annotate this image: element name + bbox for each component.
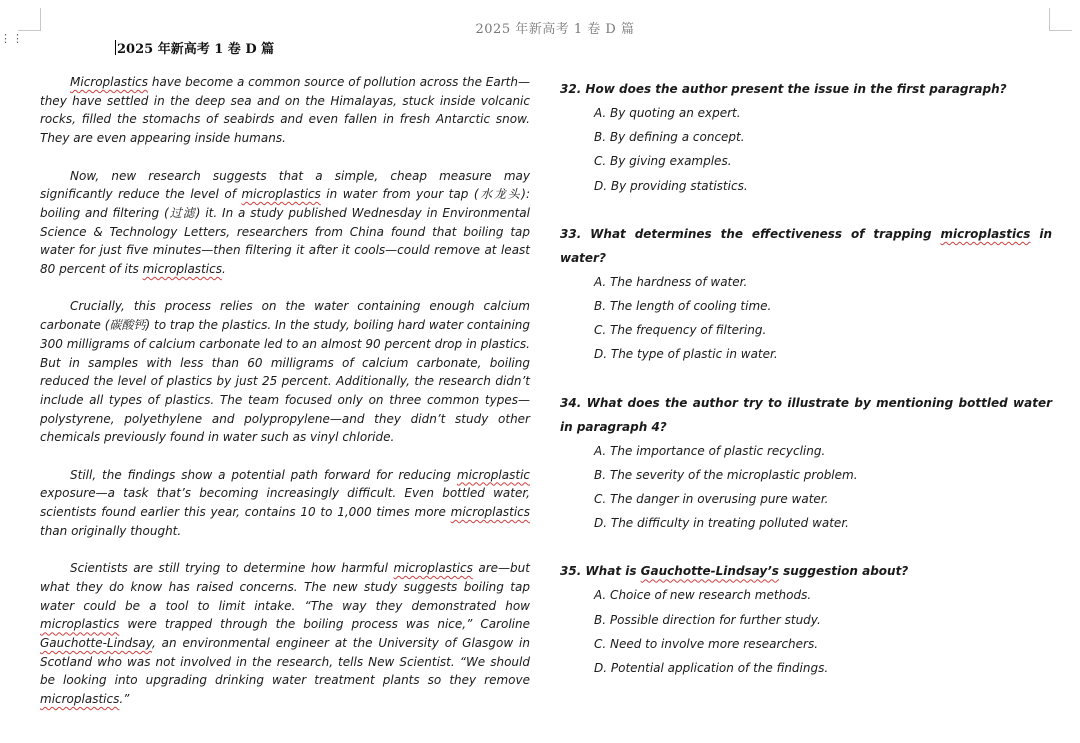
paragraph-text: are—but what they do know has raised concerns. The new study suggests boiling tap water could be a tool to limit intake. “The way they demonstrated how (40, 561, 530, 613)
spellcheck-word[interactable]: Microplastics (70, 75, 149, 89)
paragraph-5 (40, 559, 530, 709)
stem-text: 35. What is (560, 564, 641, 579)
option-a: A. The hardness of water. (594, 274, 748, 289)
paragraph-text: .” (119, 692, 130, 707)
spellcheck-word[interactable]: microplastics (142, 262, 222, 277)
stem-text: in water? (560, 226, 1052, 265)
stem-text: 32. How does the author present the issue in the first paragraph? (560, 82, 1007, 96)
text-cursor (115, 40, 116, 55)
paragraph-1 (40, 73, 530, 148)
option-b: B. The severity of the microplastic problem. (594, 467, 858, 482)
reading-passage (40, 73, 530, 709)
question-stem (560, 222, 1052, 270)
option-d: D. The type of plastic in water. (594, 347, 778, 362)
option-d: D. The difficulty in treating polluted water. (594, 516, 849, 531)
spellcheck-word[interactable]: microplastics (241, 187, 321, 202)
paragraph-text: , an environmental engineer at the University of Glasgow in Scotland who was not involved in the research, tells New Scientist. “We should be looking into upgrading drinking water treatment plants so they remove (40, 636, 530, 688)
option-d: D. By providing statistics. (594, 178, 748, 193)
paragraph-text: exposure—a task that’s becoming increasingly difficult. Even bottled water, scientists found earlier this year, contains 10 to 1,000 times more (40, 486, 530, 520)
question-stem (560, 77, 1052, 101)
paragraph-3 (40, 297, 530, 447)
question-34 (560, 391, 1052, 536)
stem-text: suggestion about? (778, 564, 909, 579)
option-b: B. By defining a concept. (594, 130, 745, 145)
paragraph-text: have become a common source of pollution across the Earth—they have settled in the deep sea and on the Himalayas, stuck inside volcanic rocks, filled the stomachs of seabirds and even fallen in fresh Antarctic snow. They are even appearing inside humans. (40, 75, 530, 146)
stem-text: 34. What does the author try to illustrate by mentioning bottled water in paragraph 4? (560, 395, 1052, 434)
question-stem (560, 391, 1052, 439)
option-b: B. The length of cooling time. (594, 299, 772, 314)
option-a: A. The importance of plastic recycling. (594, 443, 826, 458)
option-c: C. The frequency of filtering. (594, 323, 767, 338)
page-header: 2025 年新高考 1 卷 D 篇 (475, 22, 635, 37)
spellcheck-word[interactable]: microplastics (393, 561, 473, 576)
spellcheck-word[interactable]: microplastics (940, 226, 1031, 241)
option-d: D. Potential application of the findings. (594, 661, 829, 676)
paragraph-text: were trapped through the boiling process was nice,” Caroline (119, 617, 530, 632)
paragraph-text: Still, the findings show a potential path forward for reducing (70, 467, 457, 482)
paragraph-4 (40, 466, 530, 541)
spellcheck-word[interactable]: microplastic (456, 467, 530, 482)
document-title[interactable] (115, 38, 274, 57)
paragraph-text: . (221, 262, 226, 277)
paragraph-2 (40, 167, 530, 279)
question-33 (560, 222, 1052, 367)
spellcheck-word[interactable]: Gauchotte-Lindsay (40, 636, 152, 651)
paragraph-text: Scientists are still trying to determine how harmful (70, 561, 394, 576)
option-b: B. Possible direction for further study. (594, 612, 821, 627)
option-c: C. The danger in overusing pure water. (594, 492, 829, 507)
spellcheck-word[interactable]: Gauchotte-Lindsay’s (640, 564, 779, 579)
option-c: C. By giving examples. (594, 154, 732, 169)
paragraph-text: Crucially, this process relies on the water containing enough calcium carbonate (碳酸钙) to trap the plastics. In the study, boiling hard water containing 300 milligrams of calcium carbonate led to an almost 90 percent drop in plastics. But in samples with less than 60 milligrams of calcium carbonate, boiling reduced the level of plastics by just 25 percent. Additionally, the research didn’t include all types of plastics. The team focused only on three common types—polystyrene, polyethylene and polypropylene—and they didn’t study other chemicals previously found in water such as vinyl chloride. (40, 299, 530, 445)
spellcheck-word[interactable]: microplastics (40, 617, 120, 632)
question-32 (560, 77, 1052, 198)
option-a: A. By quoting an expert. (594, 106, 741, 120)
paragraph-text: in water from your tap (水龙头): boiling and filtering (过滤) it. In a study published Wednesday in Environmental Science & Technology Letters, researchers from China found that boiling tap water for just five minutes—then filtering it after it cools—could remove at least 80 percent of its (40, 187, 530, 277)
option-a: A. Choice of new research methods. (594, 588, 812, 603)
document-title-text: 2025 年新高考 1 卷 D 篇 (117, 42, 275, 57)
drag-handle-icon[interactable]: ⋮⋮ (0, 32, 24, 45)
question-35 (560, 559, 1052, 680)
spellcheck-word[interactable]: microplastics (40, 692, 120, 707)
spellcheck-word[interactable]: microplastics (450, 505, 530, 520)
paragraph-text: Now, new research suggests that a simple, cheap measure may significantly reduce the level of (40, 168, 530, 202)
option-c: C. Need to involve more researchers. (594, 636, 819, 651)
paragraph-text: than originally thought. (40, 523, 182, 538)
question-stem (560, 559, 1052, 583)
question-list (560, 77, 1052, 704)
stem-text: 33. What determines the effectiveness of trapping (560, 226, 941, 241)
